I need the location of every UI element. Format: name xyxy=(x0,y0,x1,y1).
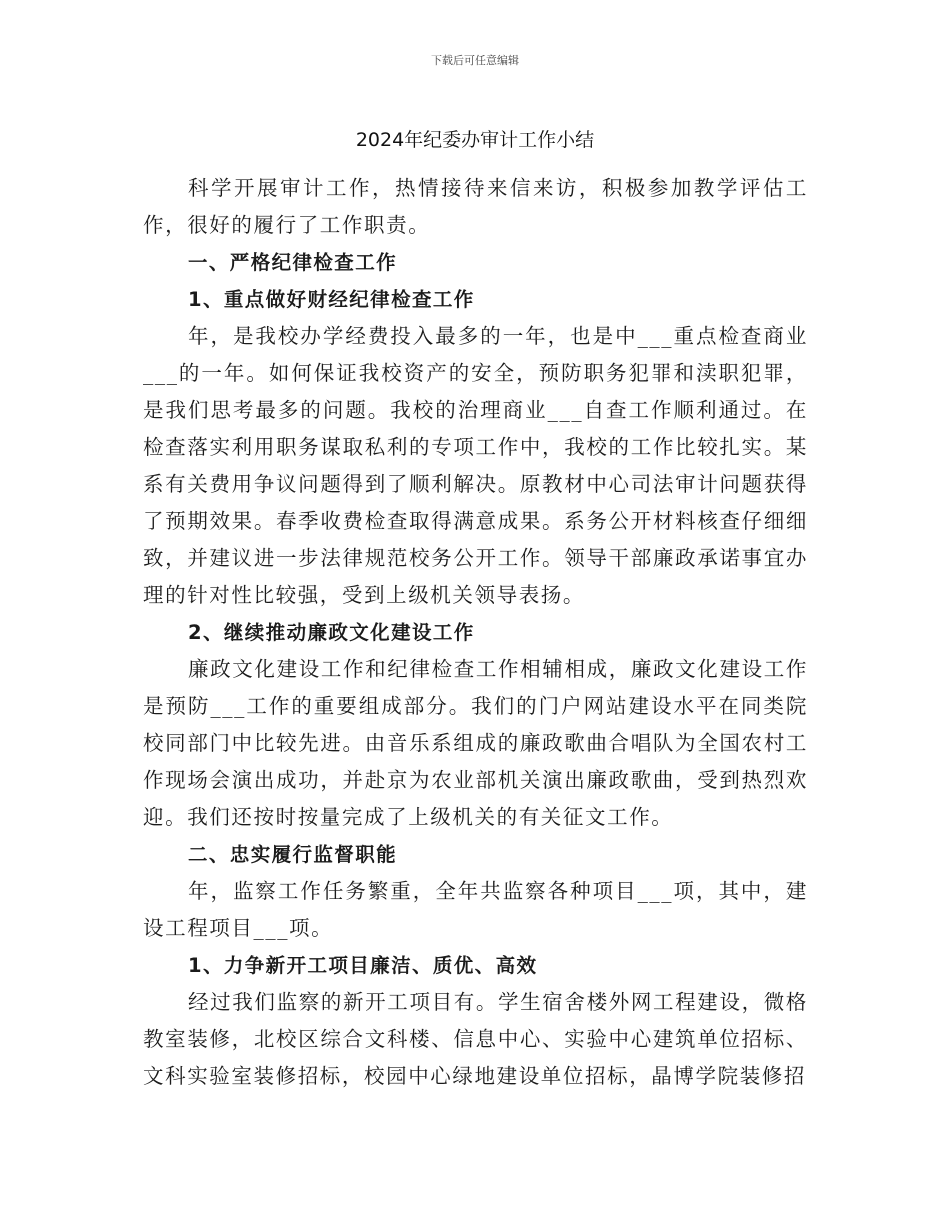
subsection-heading-1-2: 2、继续推动廉政文化建设工作 xyxy=(188,621,475,644)
subsection-heading-1-1: 1、重点做好财经纪律检查工作 xyxy=(188,288,475,311)
paragraph-intro: 科学开展审计工作，热情接待来信来访，积极参加教学评估工作，很好的履行了工作职责。 xyxy=(143,176,808,237)
subsection-heading-2-1: 1、力争新开工项目廉洁、质优、高效 xyxy=(188,954,538,977)
paragraph-integrity-culture: 廉政文化建设工作和纪律检查工作相辅相成，廉政文化建设工作是预防___工作的重要组成部分。我们的门户网站建设水平在同类院校同部门中比较先进。由音乐系组成的廉政歌曲合唱队为全国农村工作现场会演出成功，并赴京为农业部机关演出廉政歌曲，受到热烈欢迎。我们还按时按量完成了上级机关的有关征文工作。 xyxy=(143,657,808,829)
document-body xyxy=(143,170,808,1095)
paragraph-new-projects: 经过我们监察的新开工项目有。学生宿舍楼外网工程建设，微格教室装修，北校区综合文科楼、信息中心、实验中心建筑单位招标、文科实验室装修招标，校园中心绿地建设单位招标，晶博学院装修招 xyxy=(143,990,808,1088)
header-note: 下载后可任意编辑 xyxy=(431,54,519,67)
paragraph-supervision: 年，监察工作任务繁重，全年共监察各种项目___项，其中，建设工程项目___项。 xyxy=(143,879,808,940)
document-title: 2024年纪委办审计工作小结 xyxy=(355,129,595,151)
section-heading-2: 二、忠实履行监督职能 xyxy=(188,843,398,866)
paragraph-finance-discipline: 年，是我校办学经费投入最多的一年，也是中___重点检查商业___的一年。如何保证我校资产的安全，预防职务犯罪和渎职犯罪，是我们思考最多的问题。我校的治理商业___自查工作顺利通过。在检查落实利用职务谋取私利的专项工作中，我校的工作比较扎实。某系有关费用争议问题得到了顺利解决。原教材中心司法审计问题获得了预期效果。春季收费检查取得满意成果。系务公开材料核查仔细细致，并建议进一步法律规范校务公开工作。领导干部廉政承诺事宜办理的针对性比较强，受到上级机关领导表扬。 xyxy=(143,324,808,607)
section-heading-1: 一、严格纪律检查工作 xyxy=(188,251,398,274)
